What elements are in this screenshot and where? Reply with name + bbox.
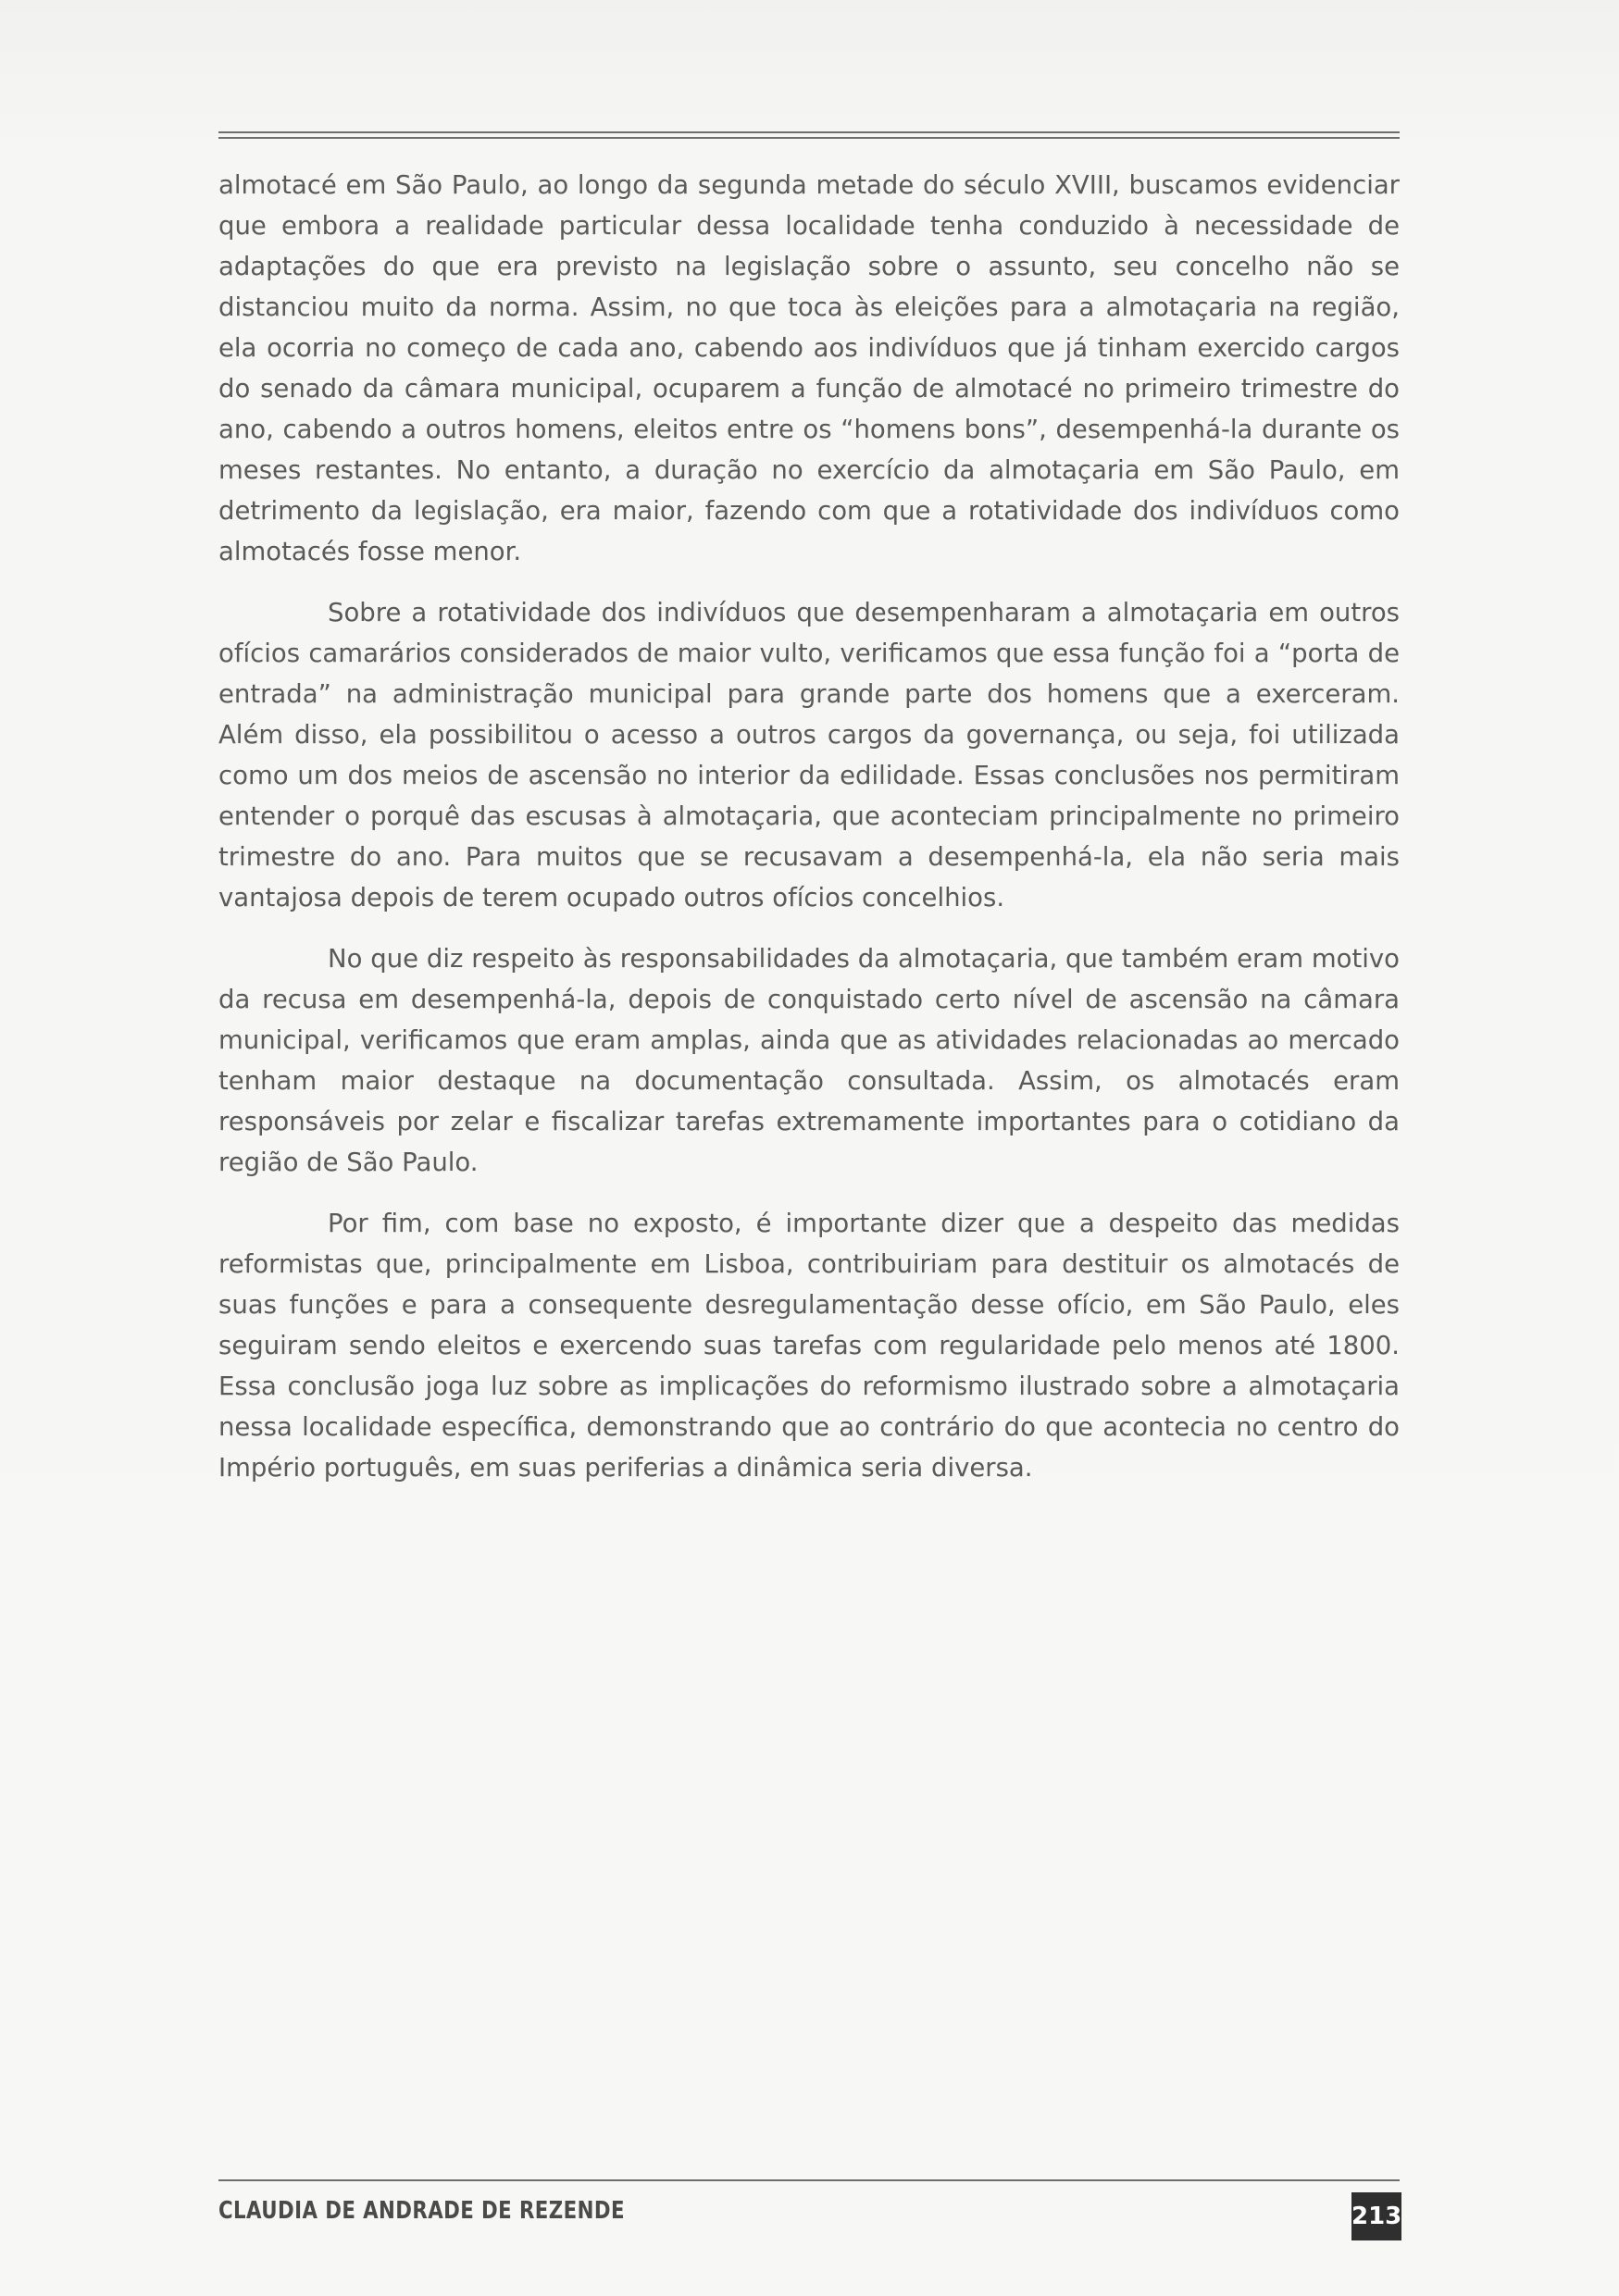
paragraph-4: Por fim, com base no exposto, é importante dizer que a despeito das medidas reformistas que, principalmente em Lisboa, contribuiriam para destituir os almotacés de suas funções e para a consequente desregulamentação desse ofício, em São Paulo, eles seguiram sendo eleitos e exercendo suas tarefas com regularidade pelo menos até 1800. Essa conclusão joga luz sobre as implicações do reformismo ilustrado sobre a almotaçaria nessa localidade específica, demonstrando que ao contrário do que acontecia no centro do Império português, em suas periferias a dinâmica seria diversa. — [218, 1209, 1400, 1483]
footer-rule — [218, 2179, 1400, 2181]
paragraph-1: almotacé em São Paulo, ao longo da segunda metade do século XVIII, buscamos evidenciar que embora a realidade particular dessa localidade tenha conduzido à necessidade de adaptações do que era previsto na legislação sobre o assunto, seu concelho não se distanciou muito da norma. Assim, no que toca às eleições para a almotaçaria na região, ela ocorria no começo de cada ano, cabendo aos indivíduos que já tinham exercido cargos do senado da câmara municipal, ocuparem a função de almotacé no primeiro trimestre do ano, cabendo a outros homens, eleitos entre os “homens bons”, desempenhá-la durante os meses restantes. No entanto, a duração no exercício da almotaçaria em São Paulo, em detrimento da legislação, era maior, fazendo com que a rotatividade dos indivíduos como almotacés fosse menor. — [218, 170, 1400, 566]
body-text — [218, 165, 1400, 1508]
page-number: 213 — [1351, 2192, 1401, 2240]
paragraph-2: Sobre a rotatividade dos indivíduos que desempenharam a almotaçaria em outros ofícios camarários considerados de maior vulto, verificamos que essa função foi a “porta de entrada” na administração municipal para grande parte dos homens que a exerceram. Além disso, ela possibilitou o acesso a outros cargos da governança, ou seja, foi utilizada como um dos meios de ascensão no interior da edilidade. Essas conclusões nos permitiram entender o porquê das escusas à almotaçaria, que aconteciam principalmente no primeiro trimestre do ano. Para muitos que se recusavam a desempenhá-la, ela não seria mais vantajosa depois de terem ocupado outros ofícios concelhios. — [218, 598, 1400, 912]
footer-author: CLAUDIA DE ANDRADE DE REZENDE — [218, 2197, 625, 2225]
paragraph-3: No que diz respeito às responsabilidades da almotaçaria, que também eram motivo da recusa em desempenhá-la, depois de conquistado certo nível de ascensão na câmara municipal, verificamos que eram amplas, ainda que as atividades relacionadas ao mercado tenham maior destaque na documentação consultada. Assim, os almotacés eram responsáveis por zelar e fiscalizar tarefas extremamente importantes para o cotidiano da região de São Paulo. — [218, 944, 1400, 1177]
header-double-rule — [218, 131, 1400, 139]
